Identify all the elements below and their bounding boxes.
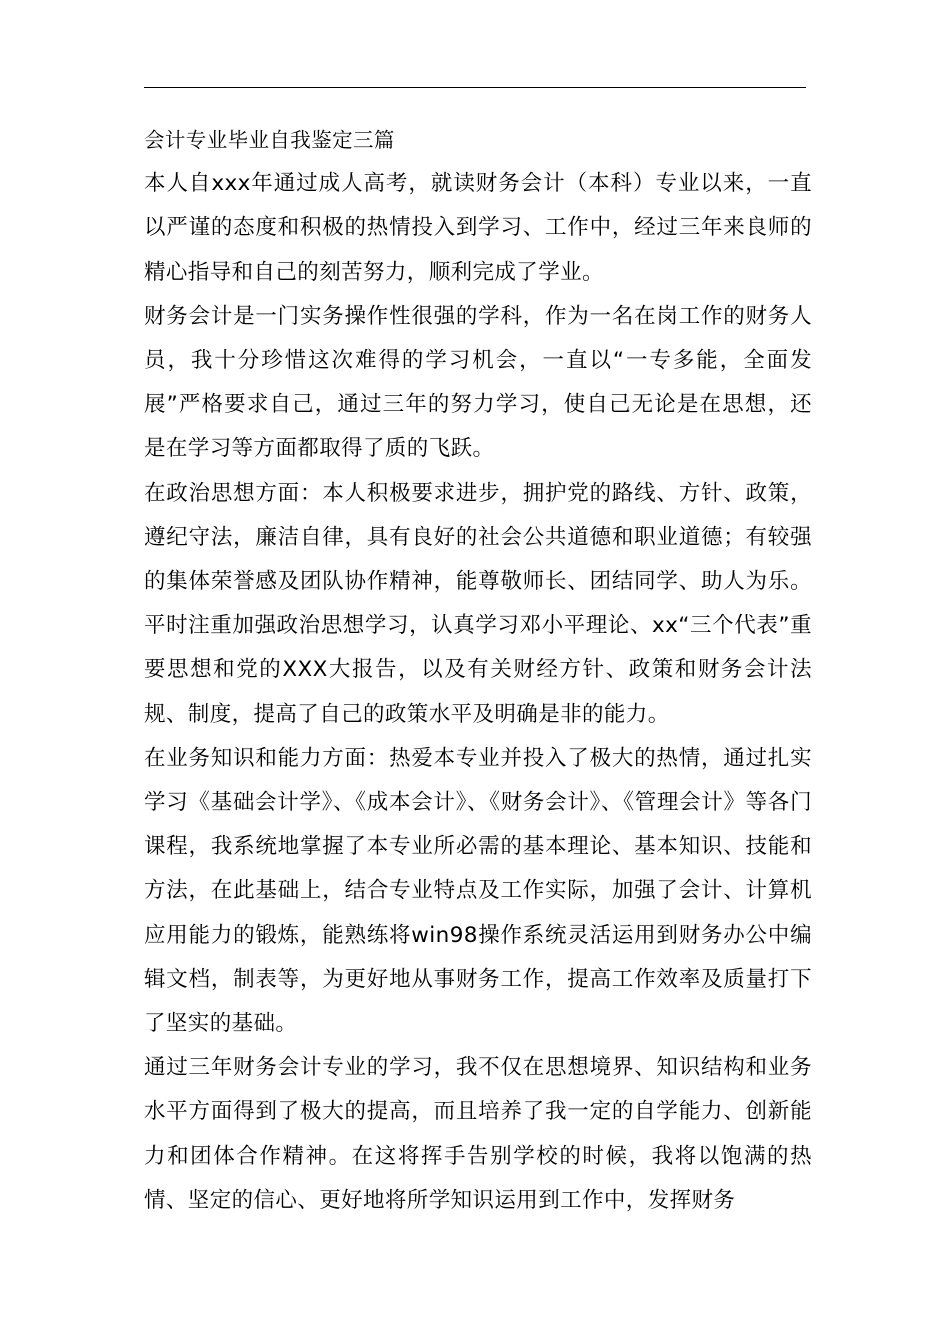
paragraph-discipline: 财务会计是一门实务操作性很强的学科，作为一名在岗工作的财务人员，我十分珍惜这次难得的学习机会，一直以“一专多能，全面发展”严格要求自己，通过三年的努力学习，使自己无论是在思想，还是在学习等方面都取得了质的飞跃。 (144, 303, 812, 462)
document-title: 会计专业毕业自我鉴定三篇 (144, 128, 395, 152)
paragraph-professional: 在业务知识和能力方面：热爱本专业并投入了极大的热情，通过扎实学习《基础会计学》、《成本会计》、《财务会计》、《管理会计》等各门课程，我系统地掌握了本专业所必需的基本理论、基本知识、技能和方法，在此基础上，结合专业特点及工作实际，加强了会计、计算机应用能力的锻炼，能熟练将win98操作系统灵活运用到财务办公中编辑文档，制表等，为更好地从事财务工作，提高工作效率及质量打下了坚实的基础。 (144, 745, 812, 1037)
document-body (144, 118, 812, 1223)
header-rule (144, 87, 806, 88)
paragraph-political: 在政治思想方面：本人积极要求进步，拥护党的路线、方针、政策，遵纪守法，廉洁自律，具有良好的社会公共道德和职业道德；有较强的集体荣誉感及团队协作精神，能尊敬师长、团结同学、助人为乐。平时注重加强政治思想学习，认真学习邓小平理论、xx“三个代表”重要思想和党的XXX大报告，以及有关财经方针、政策和财务会计法规、制度，提高了自己的政策水平及明确是非的能力。 (144, 480, 812, 727)
paragraph-intro: 本人自xxx年通过成人高考，就读财务会计（本科）专业以来，一直以严谨的态度和积极的热情投入到学习、工作中，经过三年来良师的精心指导和自己的刻苦努力，顺利完成了学业。 (144, 171, 812, 285)
paragraph-summary: 通过三年财务会计专业的学习，我不仅在思想境界、知识结构和业务水平方面得到了极大的提高，而且培养了我一定的自学能力、创新能力和团体合作精神。在这将挥手告别学校的时候，我将以饱满的热情、坚定的信心、更好地将所学知识运用到工作中，发挥财务 (144, 1055, 812, 1213)
